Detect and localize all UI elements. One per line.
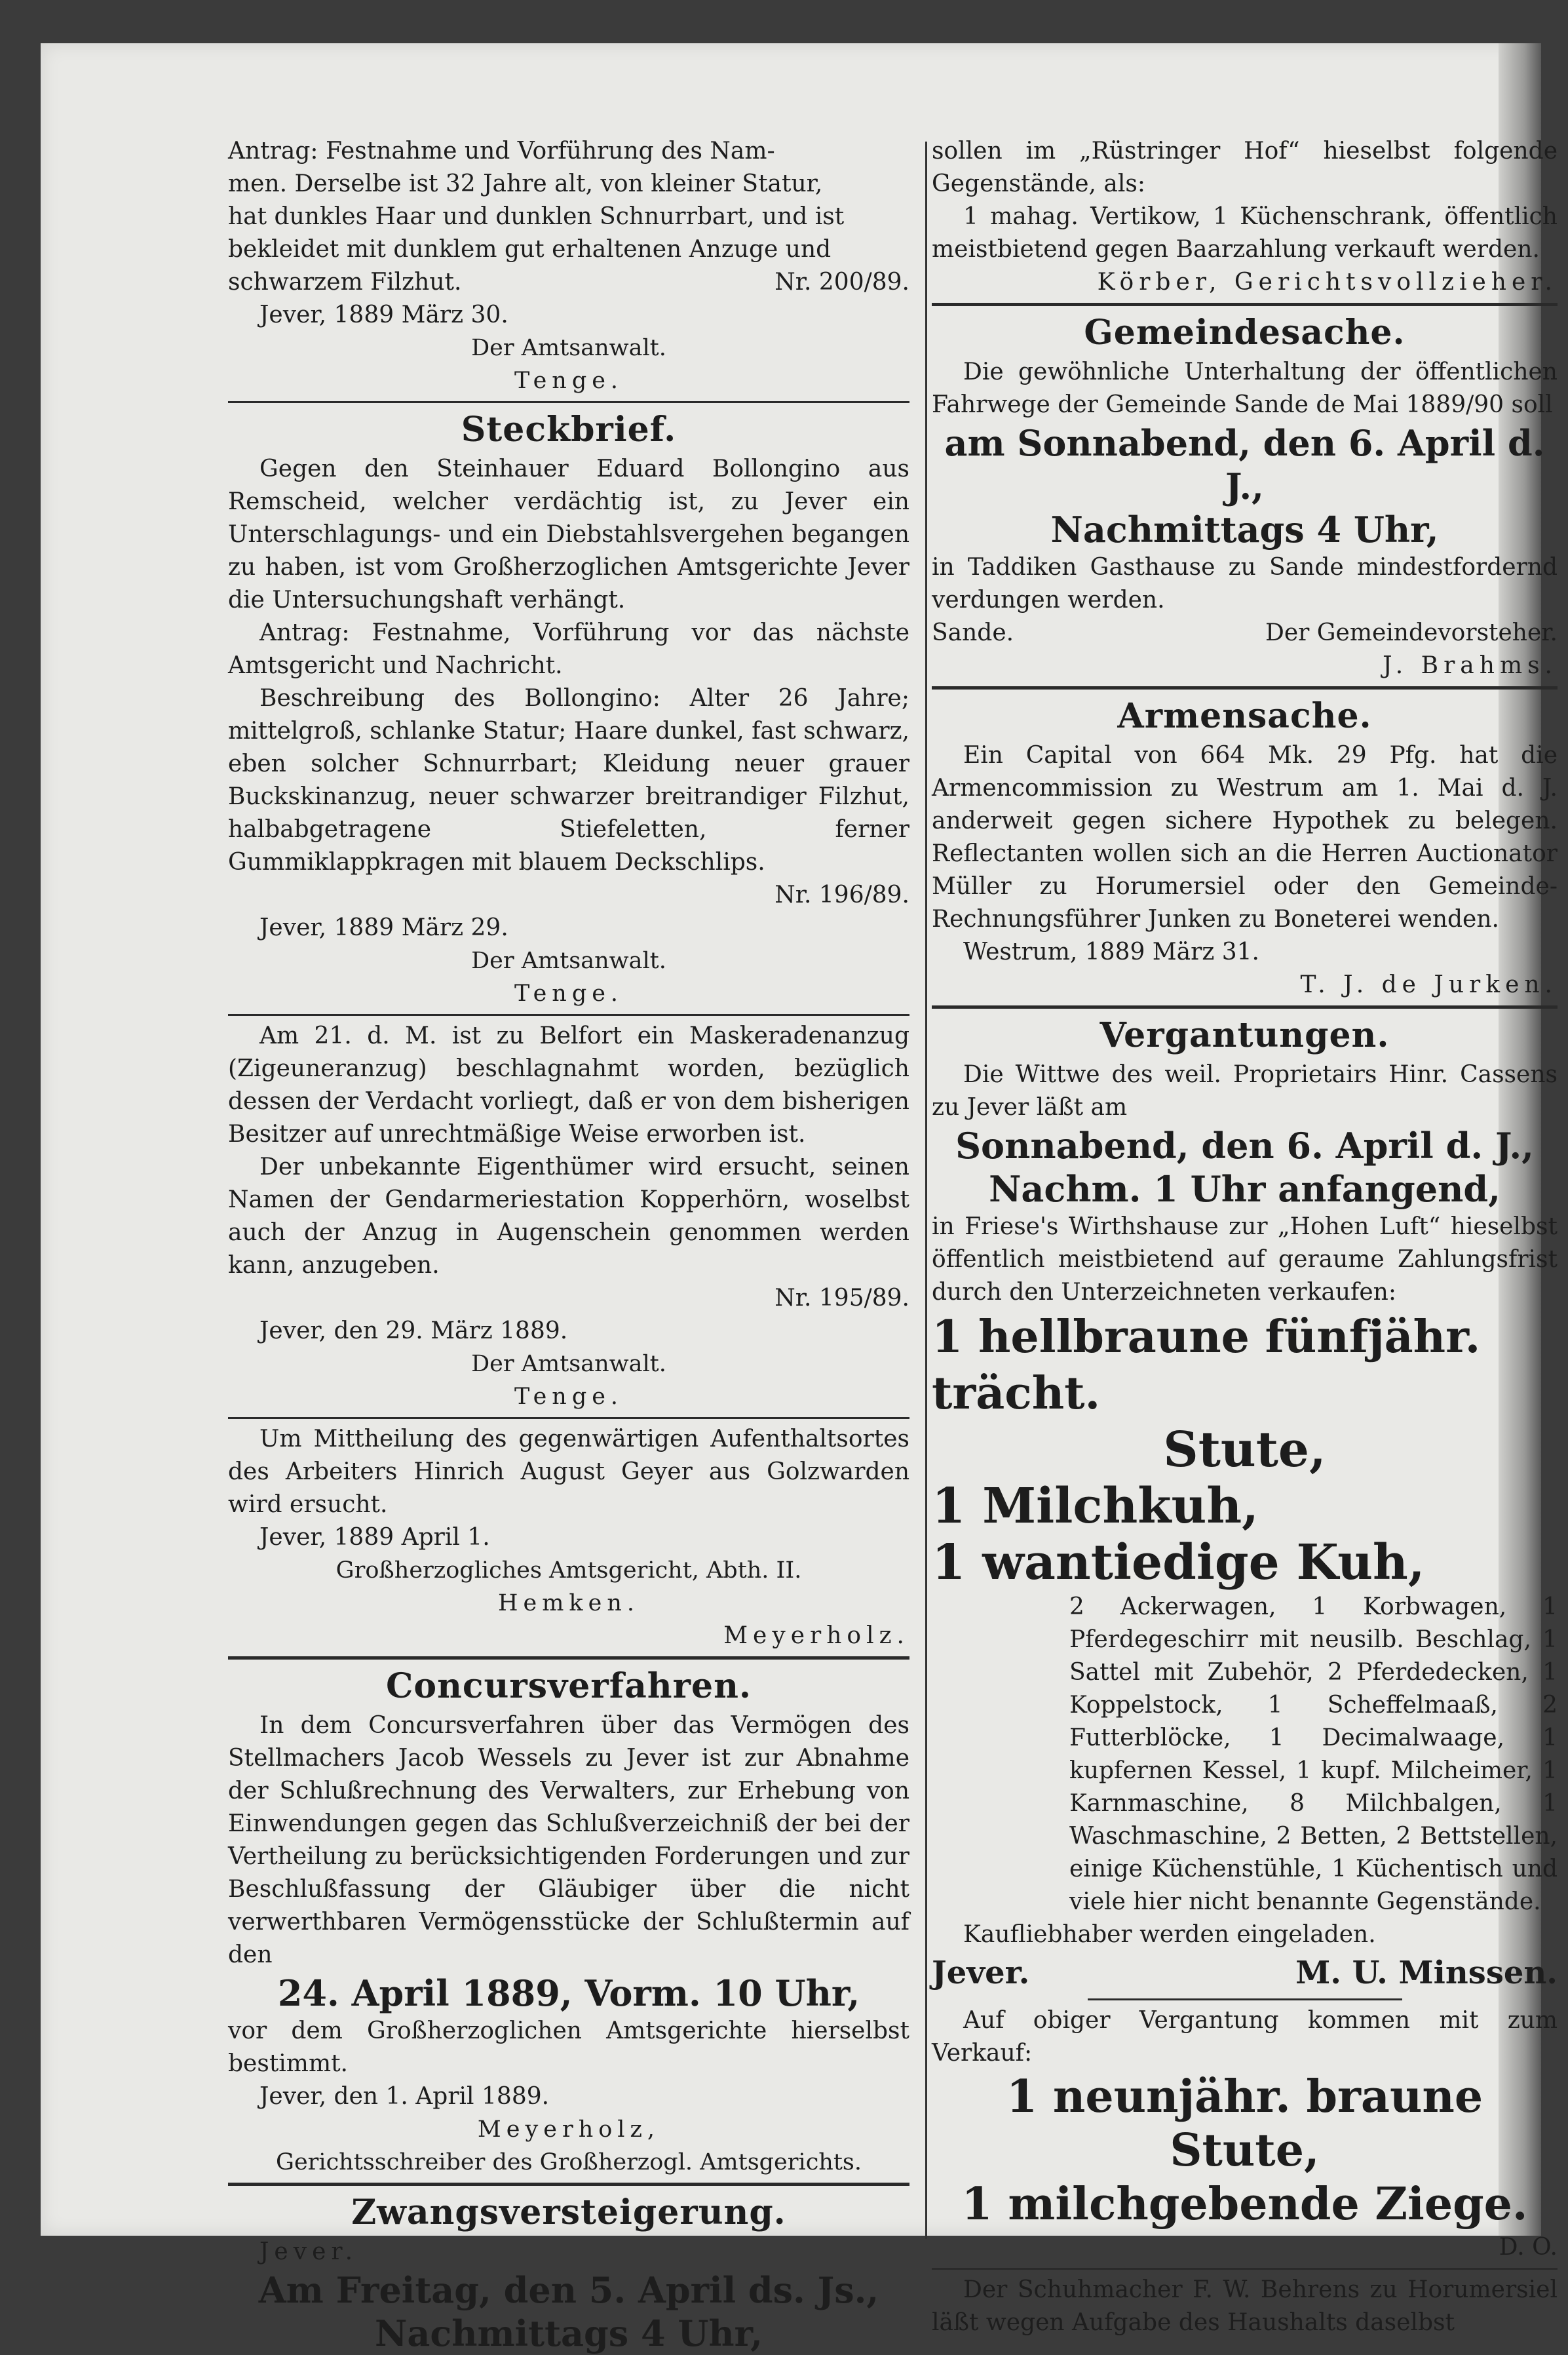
sale-item: 1 neunjähr. braune Stute,	[1006, 2071, 1483, 2177]
signature-title: Großherzogliches Amtsgericht, Abth. II.	[335, 1557, 802, 1584]
paragraph: Die Wittwe des weil. Proprietairs Hinr. Cassens zu Jever läßt am	[932, 1061, 1558, 1121]
notice-nammen	[228, 135, 909, 397]
text-line: Antrag: Festnahme und Vorführung des Nam-	[228, 138, 775, 165]
date-emphasis: am Sonnabend, den 6. April d. J.,	[944, 422, 1545, 507]
paragraph: Am 21. d. M. ist zu Belfort ein Maskeradenanzug (Zigeuneranzug) beschlagnahmt worden, bezüglich dessen der Verdacht vorliegt, daß er von dem bisherigen Besitzer auf unrechtmäßige Weise erworben ist.	[228, 1022, 909, 1148]
date-emphasis: Am Freitag, den 5. April ds. Js.,	[258, 2269, 879, 2311]
paragraph: Auf obiger Vergantung kommen mit zum Verkauf:	[932, 2007, 1558, 2067]
paragraph: Antrag: Festnahme, Vorführung vor das nächste Amtsgericht und Nachricht.	[228, 619, 909, 679]
paragraph: Der Schuhmacher F. W. Behrens zu Horumersiel läßt wegen Aufgabe des Haushalts daselbst	[932, 2276, 1558, 2336]
place-name: Jever.	[932, 1955, 1030, 1991]
dateline: Jever, den 1. April 1889.	[259, 2083, 550, 2110]
initials: D. O.	[1499, 2234, 1558, 2261]
time-emphasis: Nachmittags 4 Uhr,	[374, 2312, 763, 2354]
right-column	[932, 135, 1558, 2339]
section-rule	[932, 1005, 1558, 1009]
paragraph: vor dem Großherzoglichen Amtsgerichte hierselbst bestimmt.	[228, 2017, 909, 2077]
left-column	[228, 135, 909, 2355]
notice-ruestringer	[932, 135, 1558, 299]
signature-name: J. Brahms.	[1383, 652, 1558, 679]
section-rule	[228, 2183, 909, 2186]
time-emphasis: Nachm. 1 Uhr anfangend,	[989, 1168, 1501, 1210]
paragraph: sollen im „Rüstringer Hof“ hieselbst folgende Gegenstände, als:	[932, 138, 1558, 197]
date-emphasis: Sonnabend, den 6. April d. J.,	[955, 1125, 1534, 1167]
newspaper-page	[41, 43, 1558, 2354]
time-emphasis: Nachmittags 4 Uhr,	[1050, 509, 1439, 551]
item-list: 2 Ackerwagen, 1 Korbwagen, 1 Pferdegeschirr mit neusilb. Beschlag, 1 Sattel mit Zubehör, 2 Pferdedecken, 1 Koppelstock, 1 Scheffelmaaß, 2 Futterblöcke, 1 Decimalwaage, 1 kupfernen Kessel, 1 kupf. Milcheimer, 1 Karnmaschine, 8 Milchbalgen, 1 Waschmaschine, 2 Betten, 2 Bettstellen, einige Küchenstühle, 1 Küchentisch und viele hier nicht benannte Gegenstände.	[1069, 1593, 1558, 1915]
text-line: bekleidet mit dunklem gut erhaltenen Anzuge und	[228, 236, 832, 263]
signature-title: Der Amtsanwalt.	[471, 1351, 666, 1377]
case-number: Nr. 195/89.	[774, 1285, 909, 1312]
section-heading: Gemeindesache.	[1084, 313, 1405, 353]
notice-gemeinde	[932, 310, 1558, 682]
section-rule	[1088, 1998, 1402, 2000]
notice-geyer	[228, 1423, 909, 1652]
notice-concurs	[228, 1664, 909, 2179]
text-row	[932, 617, 1558, 650]
text-row	[228, 266, 909, 299]
section-heading: Armensache.	[1117, 696, 1372, 736]
signature-title: Gerichtsschreiber des Großherzogl. Amtsgerichts.	[275, 2149, 862, 2175]
paragraph: Beschreibung des Bollongino: Alter 26 Jahre; mittelgroß, schlanke Statur; Haare dunkel, fast schwarz, eben solcher Schnurrbart; Kleidung neuer grauer Buckskinanzug, neuer schwarzer breitrandiger Filzhut, halbabgetragene Stiefeletten, ferner Gummiklappkragen mit blauem Deckschlips.	[228, 685, 909, 876]
paragraph: Der unbekannte Eigenthümer wird ersucht, seinen Namen der Gendarmeriestation Kopperhörn, woselbst auch der Anzug in Augenschein genommen werden kann, anzugeben.	[228, 1154, 909, 1279]
text-row	[932, 1951, 1558, 1995]
paragraph: in Friese's Wirthshause zur „Hohen Luft“ hieselbst öffentlich meistbietend auf geraume Zahlungsfrist durch den Unterzeichneten verkaufen:	[932, 1213, 1558, 1306]
notice-vergantungen	[932, 1013, 1558, 2264]
section-rule	[228, 1417, 909, 1419]
signature-name: T. J. de Jurken.	[1300, 971, 1558, 998]
signature-name: Meyerholz.	[723, 1622, 909, 1649]
case-number: Nr. 196/89.	[774, 882, 909, 908]
notice-armen	[932, 693, 1558, 1002]
signature-name: Hemken.	[497, 1590, 640, 1616]
paragraph: 1 mahag. Vertikow, 1 Küchenschrank, öffentlich meistbietend gegen Baarzahlung verkauft werden.	[932, 203, 1558, 263]
place-name: Sande.	[932, 619, 1014, 646]
date-emphasis: 24. April 1889, Vorm. 10 Uhr,	[277, 1972, 860, 2014]
section-heading: Concursverfahren.	[386, 1666, 752, 1706]
dateline: Jever, 1889 März 29.	[259, 914, 508, 941]
notice-belfort	[228, 1020, 909, 1413]
signature-name: M. U. Minssen.	[1295, 1955, 1558, 1991]
signature-title: Der Amtsanwalt.	[471, 948, 666, 974]
dateline: Jever, 1889 April 1.	[259, 1524, 490, 1551]
text-line: hat dunkles Haar und dunklen Schnurrbart, und ist	[228, 203, 845, 230]
section-heading: Steckbrief.	[461, 410, 677, 450]
dateline: Westrum, 1889 März 31.	[963, 939, 1259, 965]
section-heading: Vergantungen.	[1100, 1015, 1390, 1055]
sale-item: 1 hellbraune fünfjähr. trächt.	[932, 1311, 1481, 1420]
case-number: Nr. 200/89.	[774, 269, 909, 296]
signature-name: Meyerholz,	[477, 2116, 660, 2143]
text-line: schwarzem Filzhut.	[228, 269, 462, 296]
signature-title: Der Amtsanwalt.	[471, 335, 666, 361]
signature-title: Der Gemeindevorsteher.	[1265, 619, 1558, 646]
section-heading: Zwangsversteigerung.	[351, 2192, 786, 2232]
section-rule	[228, 401, 909, 403]
paragraph: Ein Capital von 664 Mk. 29 Pfg. hat die Armencommission zu Westrum am 1. Mai d. J. anderweit gegen sichere Hypothek zu belegen. Reflectanten wollen sich an die Herren Auctionator Müller zu Horumersiel oder den Gemeinde-Rechnungsführer Junken zu Boneterei wenden.	[932, 742, 1558, 933]
place-name: Jever.	[259, 2238, 358, 2265]
notice-steckbrief	[228, 407, 909, 1010]
section-rule	[932, 2268, 1558, 2270]
paragraph: Gegen den Steinhauer Eduard Bollongino aus Remscheid, welcher verdächtig ist, zu Jever ein Unterschlagungs- und ein Diebstahlsvergehen begangen zu haben, ist vom Großherzoglichen Amtsgerichte Jever die Untersuchungshaft verhängt.	[228, 456, 909, 613]
dateline: Jever, den 29. März 1889.	[259, 1317, 568, 1344]
section-rule	[932, 686, 1558, 690]
sale-item: 1 wantiedige Kuh,	[932, 1534, 1425, 1591]
signature-name: Tenge.	[514, 368, 624, 394]
section-rule	[228, 1014, 909, 1016]
notice-zwang	[228, 2190, 909, 2355]
section-rule	[228, 1656, 909, 1660]
section-rule	[932, 303, 1558, 306]
paragraph: in Taddiken Gasthause zu Sande mindestfordernd verdungen werden.	[932, 554, 1558, 613]
notice-behrens	[932, 2274, 1558, 2339]
signature-name: Tenge.	[514, 981, 624, 1007]
sale-item: 1 milchgebende Ziege.	[961, 2178, 1528, 2230]
paragraph: Kaufliebhaber werden eingeladen.	[963, 1921, 1376, 1948]
text-line: men. Derselbe ist 32 Jahre alt, von kleiner Statur,	[228, 170, 823, 197]
dateline: Jever, 1889 März 30.	[259, 302, 508, 328]
column-divider	[925, 142, 927, 2239]
signature-name: Körber, Gerichtsvollzieher.	[1097, 269, 1558, 296]
paragraph: Um Mittheilung des gegenwärtigen Aufenthaltsortes des Arbeiters Hinrich August Geyer aus Golzwarden wird ersucht.	[228, 1426, 909, 1518]
sale-item: Stute,	[1163, 1422, 1326, 1478]
paragraph: In dem Concursverfahren über das Vermögen des Stellmachers Jacob Wessels zu Jever ist zur Abnahme der Schlußrechnung des Verwalters, zur Erhebung von Einwendungen gegen das Schlußverzeichniß der bei der Vertheilung zu berücksichtigenden Forderungen und zur Beschlußfassung der Gläubiger über die nicht verwerthbaren Vermögensstücke der Schlußtermin auf den	[228, 1712, 909, 1968]
sale-item: 1 Milchkuh,	[932, 1478, 1259, 1534]
signature-name: Tenge.	[514, 1384, 624, 1410]
paragraph: Die gewöhnliche Unterhaltung der öffentlichen Fahrwege der Gemeinde Sande de Mai 1889/90 soll	[932, 359, 1558, 418]
